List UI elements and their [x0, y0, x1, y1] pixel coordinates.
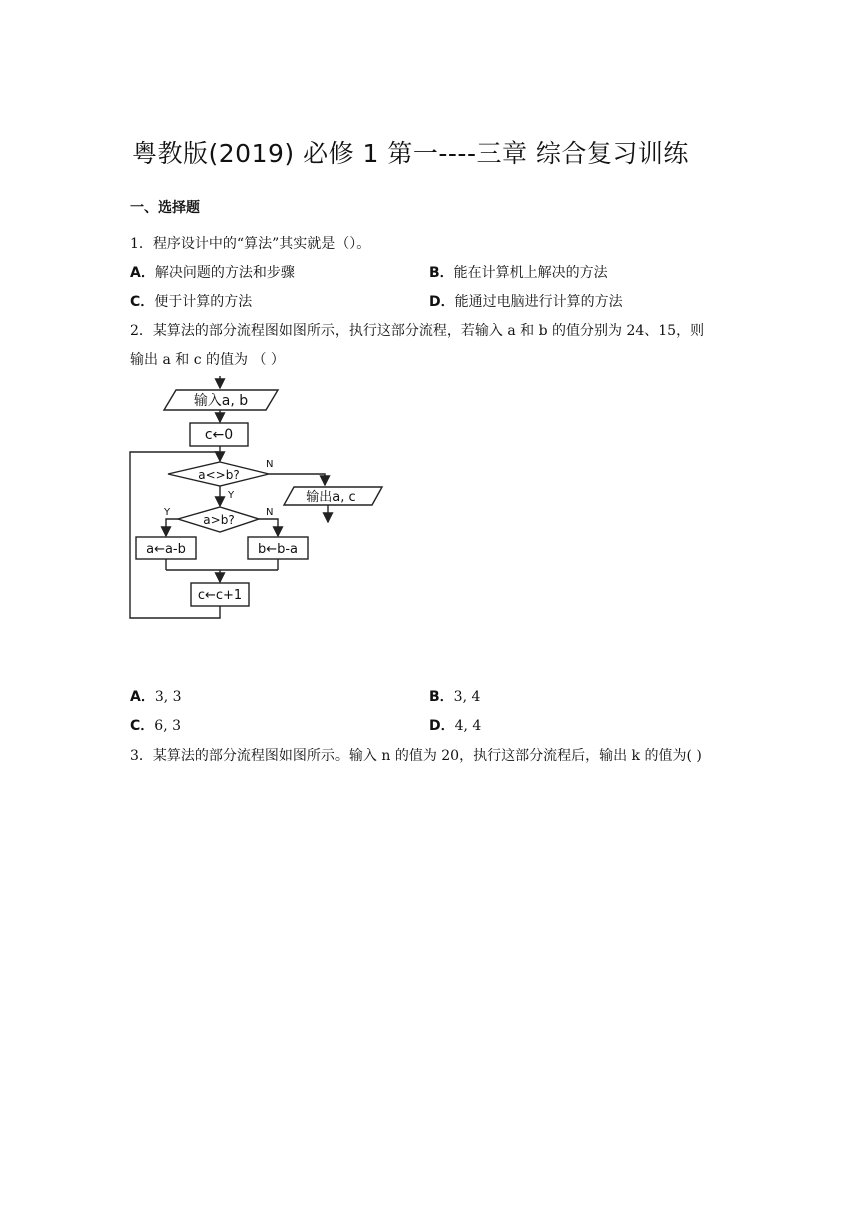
option-text: 3, 4	[453, 689, 481, 705]
condition-2-label: a>b?	[203, 513, 235, 527]
option-label: B．	[429, 689, 454, 705]
q2-option-a	[130, 686, 182, 706]
q1-option-a	[130, 262, 295, 282]
q2-option-b	[429, 686, 480, 706]
option-text: 3, 3	[154, 689, 182, 705]
option-text: 解决问题的方法和步骤	[154, 265, 295, 281]
condition-2-yes-label: Y	[164, 507, 171, 518]
option-text: 能通过电脑进行计算的方法	[454, 294, 623, 310]
question-2-stem-line2: 输出 a 和 c 的值为 （ ）	[130, 352, 285, 368]
question-1-stem: 1．程序设计中的“算法”其实就是（）。	[130, 236, 371, 252]
q2-option-c	[130, 715, 181, 735]
flow-arrow	[259, 519, 278, 536]
question-3-stem: 3．某算法的部分流程图如图所示。输入 n 的值为 20，执行这部分流程后，输出 k 的值为( )	[130, 748, 702, 764]
flowchart	[120, 372, 400, 627]
option-label: D．	[429, 294, 455, 310]
output-label: 输出a, c	[306, 490, 356, 505]
option-text: 6, 3	[154, 718, 181, 734]
question-2-stem-line1: 2．某算法的部分流程图如图所示，执行这部分流程，若输入 a 和 b 的值分别为 24、15，则	[130, 323, 705, 339]
condition-1-label: a<>b?	[198, 468, 240, 482]
q1-option-c	[130, 291, 252, 311]
increment-label: c←c+1	[197, 588, 243, 603]
init-label: c←0	[204, 427, 234, 443]
section-heading: 一、选择题	[130, 200, 200, 216]
branch-no-label: b←b-a	[257, 542, 299, 557]
option-label: C．	[130, 294, 155, 310]
condition-1-yes-label: Y	[228, 490, 235, 501]
branch-yes-label: a←a-b	[146, 542, 186, 557]
q2-option-d	[429, 715, 481, 735]
option-label: B．	[429, 265, 454, 281]
option-label: D．	[429, 718, 455, 734]
flow-arrow	[269, 474, 325, 485]
condition-1-no-label: N	[266, 459, 274, 470]
q1-option-d	[429, 291, 623, 311]
flow-arrow	[166, 519, 178, 536]
option-label: C．	[130, 718, 155, 734]
option-label: A．	[130, 689, 155, 705]
option-text: 4, 4	[454, 718, 482, 734]
q1-option-b	[429, 262, 608, 282]
condition-2-no-label: N	[266, 507, 274, 518]
input-label: 输入a, b	[193, 393, 249, 409]
option-label: A．	[130, 265, 155, 281]
option-text: 便于计算的方法	[154, 294, 253, 310]
option-text: 能在计算机上解决的方法	[453, 265, 608, 281]
page-title: 粤教版(2019) 必修 1 第一----三章 综合复习训练	[132, 139, 689, 168]
